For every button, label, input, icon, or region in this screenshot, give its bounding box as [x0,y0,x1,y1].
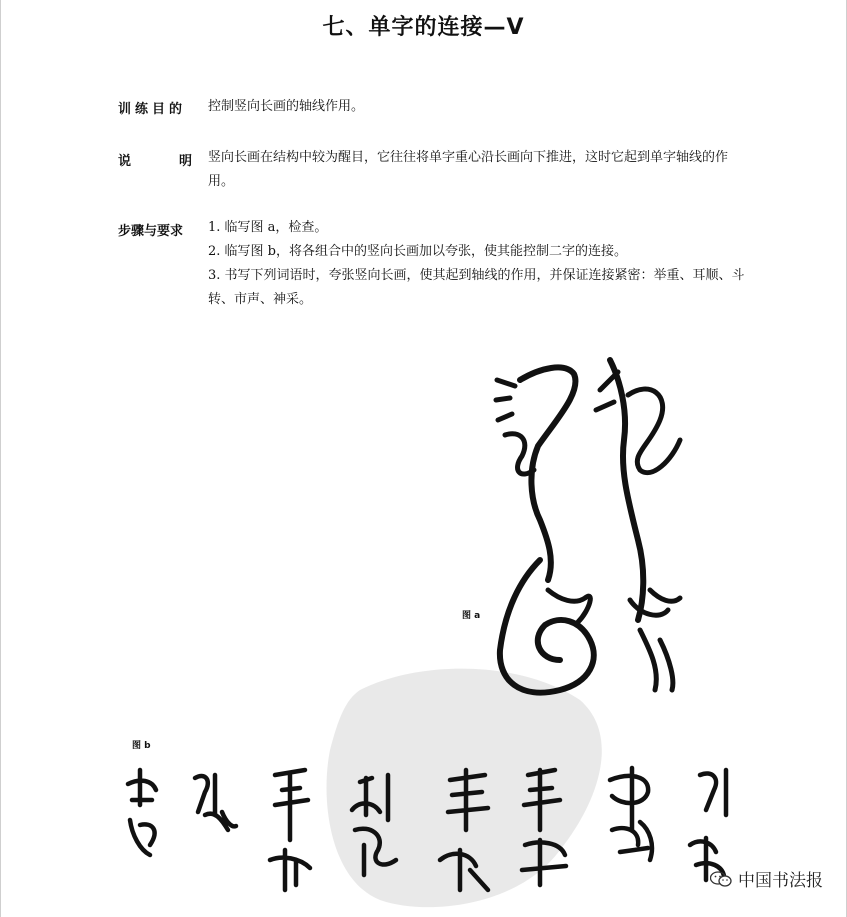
steps-label-text: 步骤与要求 [118,224,184,239]
step-item: 1. 临写图 a，检查。 [208,220,328,235]
watermark [710,866,823,891]
goal-label-text: 训练目的 [118,102,187,117]
explain-label-a: 说 [118,154,132,169]
explain-label-b: 明 [178,154,192,169]
page-title: 七、单字的连接—V [322,15,525,40]
figure-a-label: 图 a [462,611,481,621]
figure-b-label: 图 b [132,741,151,751]
goal-text: 控制竖向长画的轴线作用。 [208,99,365,114]
watermark-text: 中国书法报 [738,871,823,891]
wechat-icon [710,870,732,888]
step-item: 2. 临写图 b，将各组合中的竖向长画加以夸张，使其能控制二字的连接。 [208,244,627,259]
figure-a-calligraphy [496,360,680,693]
explain-text: 竖向长画在结构中较为醒目，它往往将单字重心沿长画向下推进，这时它起到单字轴线的作用。 [208,150,729,189]
step-item: 3. 书写下列词语时，夸张竖向长画，使其起到轴线的作用，并保证连接紧密：举重、耳顺、斗转、市声、神采。 [208,268,745,307]
